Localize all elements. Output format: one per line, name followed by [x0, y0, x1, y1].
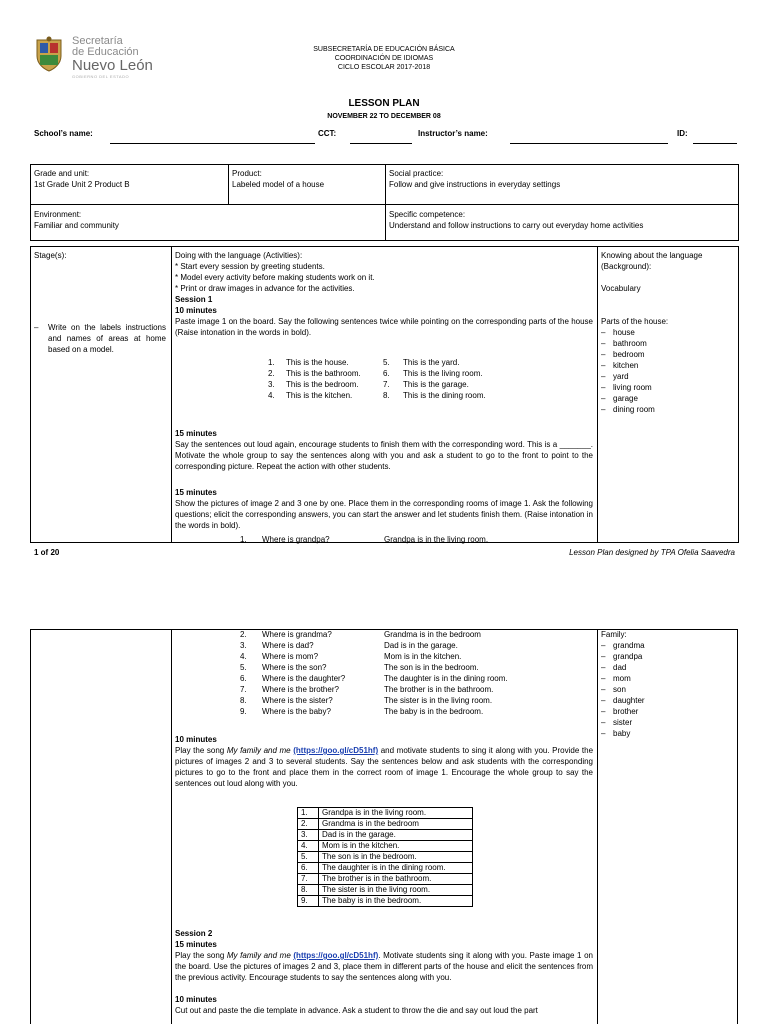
house-sentences-col2: 5. This is the yard. 6. This is the living room. 7. This is the garage. 8. This is the dining room. — [383, 358, 486, 400]
qa-row: 8. Where is the sister? The sister is in the living room. — [240, 696, 493, 705]
social-practice-label: Social practice: — [389, 169, 444, 178]
table-row: 7. The brother is in the bathroom. — [298, 874, 473, 885]
page-gap — [0, 565, 768, 615]
time-10-minutes-p2: 10 minutes — [175, 735, 217, 744]
part-item: – yard — [601, 371, 735, 382]
table-row: 8. The sister is in the living room. — [298, 885, 473, 896]
document-dates: NOVEMBER 22 TO DECEMBER 08 — [327, 113, 441, 120]
table-row: 9. The baby is in the bedroom. — [298, 896, 473, 907]
family-item: – brother — [601, 706, 735, 717]
family-item: – mom — [601, 673, 735, 684]
family-item: – grandma — [601, 640, 735, 651]
part-item: – kitchen — [601, 360, 735, 371]
coat-of-arms-icon — [34, 36, 64, 72]
instructor-label: Instructor’s name: — [418, 129, 488, 138]
doing-label: Doing with the language (Activities): — [175, 251, 303, 260]
knowing-label: Knowing about the language (Background): — [601, 251, 703, 271]
qa-list — [240, 629, 595, 717]
logo — [34, 34, 184, 79]
page-number: 1 of 20 — [34, 548, 60, 557]
session-2-activity: Play the song My family and me (https://goo.gl/cD51hf). Motivate students sing it along with you. Paste image 1 on the board. Use the pictures of images 2 and 3, place them in different parts of the house and elicit the sentences from the previous activity. Encourage students to say the sentences along with you. — [175, 951, 593, 982]
logo-line3: Nuevo León — [72, 57, 153, 74]
id-field[interactable] — [693, 143, 737, 144]
family-item: – son — [601, 684, 735, 695]
logo-line4: GOBIERNO DEL ESTADO — [72, 74, 130, 79]
cct-label: CCT: — [318, 129, 337, 138]
part-item: – bedroom — [601, 349, 735, 360]
time-15-minutes-p2: 15 minutes — [175, 940, 217, 949]
time-15-minutes-2: 15 minutes — [175, 488, 217, 497]
qa-row: 6. Where is the daughter? The daughter is in the dining room. — [240, 674, 508, 683]
org-heading: SUBSECRETARÍA DE EDUCACIÓN BÁSICA COORDINACIÓN DE IDIOMAS CICLO ESCOLAR 2017-2018 — [313, 46, 455, 71]
stage-item: – Write on the labels instructions and names of areas at home based on a model. — [34, 323, 166, 354]
qa-row: 4. Where is mom? Mom is in the kitchen. — [240, 652, 462, 661]
activity-1: Paste image 1 on the board. Say the following sentences twice while pointing on the corresponding parts of the house (Raise intonation in the words in bold). — [175, 317, 593, 337]
die-activity: Cut out and paste the die template in advance. Ask a student to throw the die and say out loud the part — [175, 1006, 538, 1015]
session-1-label: Session 1 — [175, 295, 213, 304]
activity-3: Show the pictures of image 2 and 3 one by one. Place them in the corresponding rooms of image 1. Ask the following questions; elicit the corresponding answers, you can start the answer and let students finish them. (Raise intonation in the words in bold). — [175, 499, 593, 530]
environment-label: Environment: — [34, 210, 82, 219]
note-1: * Start every session by greeting students. — [175, 262, 325, 271]
qa-row: 5. Where is the son? The son is in the bedroom. — [240, 663, 479, 672]
qa-row: 9. Where is the baby? The baby is in the bedroom. — [240, 707, 484, 716]
product-label: Product: — [232, 169, 262, 178]
family-item: – sister — [601, 717, 735, 728]
sentences-table — [297, 807, 473, 907]
table-row: 1. Grandpa is in the living room. — [298, 808, 473, 819]
footer-credit: Lesson Plan designed by TPA Ofelia Saavedra — [569, 548, 735, 557]
qa-row: 3. Where is dad? Dad is in the garage. — [240, 641, 458, 650]
table-row: 3. Dad is in the garage. — [298, 830, 473, 841]
instructor-field[interactable] — [510, 143, 668, 144]
school-name-field[interactable] — [110, 143, 315, 144]
grade-label: Grade and unit: — [34, 169, 90, 178]
song-link[interactable]: (https://goo.gl/cD51hf) — [293, 746, 379, 755]
house-sentences-col1: 1. This is the house. 2. This is the bathroom. 3. This is the bedroom. 4. This is the kitchen. — [268, 358, 361, 400]
logo-line2: de Educación — [72, 46, 139, 58]
time-10-minutes: 10 minutes — [175, 306, 217, 315]
qa-row: 2. Where is grandma? Grandma is in the bedroom — [240, 630, 481, 639]
song-activity-block — [175, 734, 593, 789]
song-activity: Play the song My family and me (https://goo.gl/cD51hf) and motivate students to sing it along with you. Provide the pictures of images 2 and 3 to several students. Say the sentences below and ask students with the corresponding pictures to go to the front and place them in the correct room of image 1. Encourage the whole group to say the sentences out loud along with you. — [175, 746, 594, 788]
family-item: – grandpa — [601, 651, 735, 662]
qa-row-1: 1. Where is grandpa? Grandpa is in the living room. — [240, 535, 489, 544]
session-2-block — [175, 928, 593, 1016]
parts-label: Parts of the house: — [601, 317, 669, 326]
activity-2: Say the sentences out loud again, encourage students to finish them with the corresponding word. This is a _______. Motivate the whole group to say the sentences along with you and ask a student to go to the front to point to the corresponding picture. Repeat the action with other students. — [175, 440, 593, 471]
table-row: 6. The daughter is in the dining room. — [298, 863, 473, 874]
part-item: – living room — [601, 382, 735, 393]
environment-value: Familiar and community — [34, 221, 119, 230]
vocabulary-label: Vocabulary — [601, 284, 641, 293]
logo-line1: Secretaría — [72, 35, 123, 47]
competence-value: Understand and follow instructions to carry out everyday home activities — [389, 221, 644, 230]
session-2-label: Session 2 — [175, 929, 213, 938]
part-item: – garage — [601, 393, 735, 404]
activity-3-block — [175, 487, 593, 531]
knowing-column — [601, 250, 735, 415]
activity-2-block — [175, 428, 593, 472]
document-title: LESSON PLAN — [348, 98, 420, 109]
table-row: 2. Grandma is in the bedroom — [298, 819, 473, 830]
song-link-2[interactable]: (https://goo.gl/cD51hf) — [293, 951, 379, 960]
part-item: – house — [601, 327, 735, 338]
activities-column — [175, 250, 593, 338]
school-name-label: School’s name: — [34, 129, 93, 138]
competence-label: Specific competence: — [389, 210, 466, 219]
family-item: – baby — [601, 728, 735, 739]
time-15-minutes: 15 minutes — [175, 429, 217, 438]
note-3: * Print or draw images in advance for the activities. — [175, 284, 355, 293]
family-column — [601, 629, 735, 739]
social-practice-value: Follow and give instructions in everyday settings — [389, 180, 561, 189]
stages-label: Stage(s): — [34, 251, 67, 260]
id-label: ID: — [677, 129, 688, 138]
qa-row: 7. Where is the brother? The brother is in the bathroom. — [240, 685, 494, 694]
family-item: – dad — [601, 662, 735, 673]
table-row: 4. Mom is in the kitchen. — [298, 841, 473, 852]
cct-field[interactable] — [350, 143, 412, 144]
note-2: * Model every activity before making students work on it. — [175, 273, 375, 282]
page-2 — [0, 615, 768, 1024]
table-row: 5. The son is in the bedroom. — [298, 852, 473, 863]
family-item: – daughter — [601, 695, 735, 706]
part-item: – dining room — [601, 404, 735, 415]
part-item: – bathroom — [601, 338, 735, 349]
product-value: Labeled model of a house — [232, 180, 325, 189]
time-10-minutes-p2b: 10 minutes — [175, 995, 217, 1004]
grade-value: 1st Grade Unit 2 Product B — [34, 180, 130, 189]
family-label: Family: — [601, 630, 627, 639]
